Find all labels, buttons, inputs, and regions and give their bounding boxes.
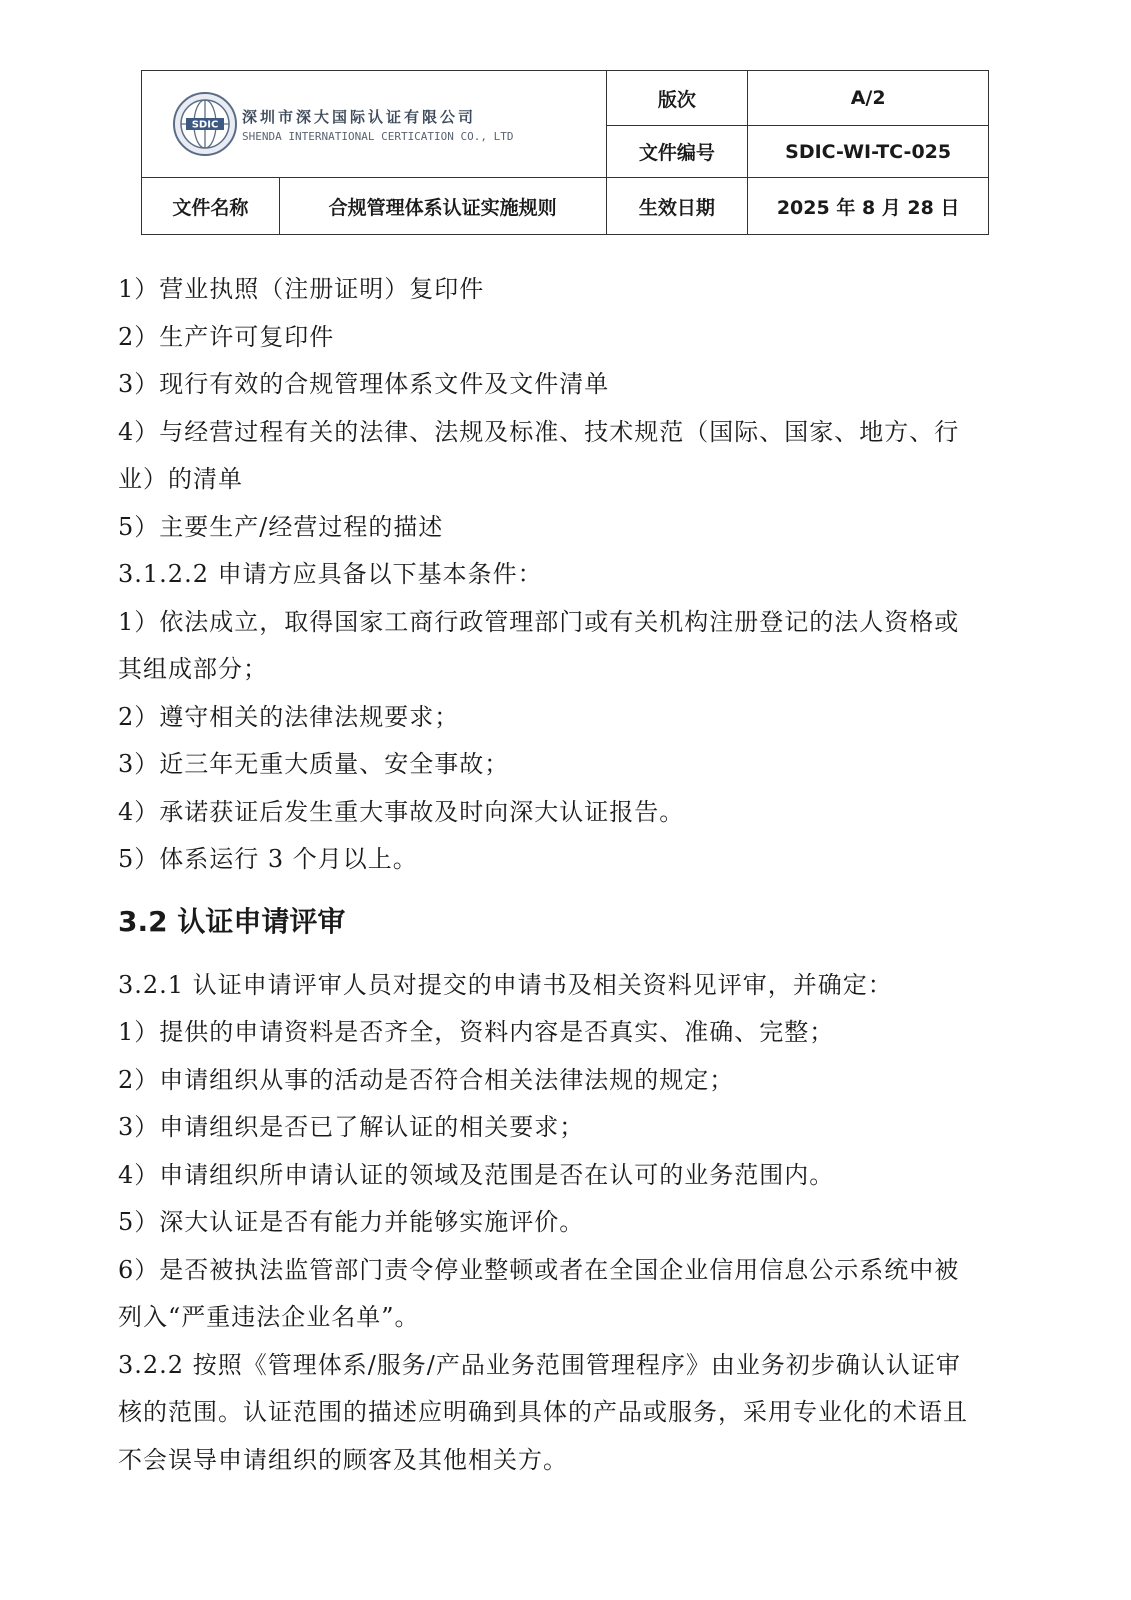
text-line: 3.1.2.2 申请方应具备以下基本条件：: [118, 560, 543, 588]
sdic-globe-logo-icon: [172, 91, 238, 157]
text-line: 1）营业执照（注册证明）复印件: [118, 275, 485, 303]
text-line: 核的范围。认证范围的描述应明确到具体的产品或服务，采用专业化的术语且: [118, 1398, 968, 1426]
text-line: 3.2.1 认证申请评审人员对提交的申请书及相关资料见评审，并确定：: [118, 970, 893, 999]
text-line: 3.2.2 按照《管理体系/服务/产品业务范围管理程序》由业务初步确认认证审: [118, 1350, 961, 1379]
text-line: 1）依法成立，取得国家工商行政管理部门或有关机构注册登记的法人资格或: [118, 607, 960, 636]
text-line: 5）体系运行 3 个月以上。: [118, 845, 418, 873]
text-line: 4）申请组织所申请认证的领域及范围是否在认可的业务范围内。: [118, 1160, 835, 1189]
text-line: 1）提供的申请资料是否齐全，资料内容是否真实、准确、完整；: [118, 1018, 835, 1046]
text-line: 3）现行有效的合规管理体系文件及文件清单: [118, 370, 610, 398]
doc-name-value: 合规管理体系认证实施规则: [279, 178, 606, 235]
text-line: 2）生产许可复印件: [118, 322, 335, 351]
document-body: [118, 266, 1018, 1484]
doc-number-value: SDIC-WI-TC-025: [748, 126, 989, 178]
version-value: A/2: [748, 71, 989, 126]
text-line: 列入“严重违法企业名单”。: [118, 1303, 420, 1331]
company-name-en: SHENDA INTERNATIONAL CERTICATION CO., LTD: [242, 129, 514, 143]
effective-date-label: 生效日期: [606, 178, 748, 235]
text-line: 不会误导申请组织的顾客及其他相关方。: [118, 1445, 568, 1474]
text-line: 2）遵守相关的法律法规要求；: [118, 702, 460, 731]
effective-date-value: 2025 年 8 月 28 日: [748, 178, 989, 235]
company-logo-cell: [142, 71, 607, 178]
text-line: 6）是否被执法监管部门责令停业整顿或者在全国企业信用信息公示系统中被: [118, 1255, 960, 1284]
text-line: 5）深大认证是否有能力并能够实施评价。: [118, 1208, 585, 1236]
text-line: 4）与经营过程有关的法律、法规及标准、技术规范（国际、国家、地方、行: [118, 417, 960, 446]
text-line: 3）申请组织是否已了解认证的相关要求；: [118, 1113, 585, 1141]
company-name-cn: 深圳市深大国际认证有限公司: [242, 107, 477, 126]
logo-abbrev: SDIC: [191, 119, 219, 131]
text-line: 5）主要生产/经营过程的描述: [118, 512, 444, 541]
doc-name-label: 文件名称: [142, 178, 280, 235]
text-line: 2）申请组织从事的活动是否符合相关法律法规的规定；: [118, 1065, 735, 1094]
text-line: 4）承诺获证后发生重大事故及时向深大认证报告。: [118, 797, 685, 826]
doc-number-label: 文件编号: [606, 126, 748, 178]
section-heading: 3.2 认证申请评审: [118, 904, 346, 938]
version-label: 版次: [606, 71, 748, 126]
text-line: 其组成部分；: [118, 655, 268, 683]
text-line: 业）的清单: [118, 465, 243, 493]
document-header-table: [141, 70, 989, 235]
text-line: 3）近三年无重大质量、安全事故；: [118, 750, 510, 778]
